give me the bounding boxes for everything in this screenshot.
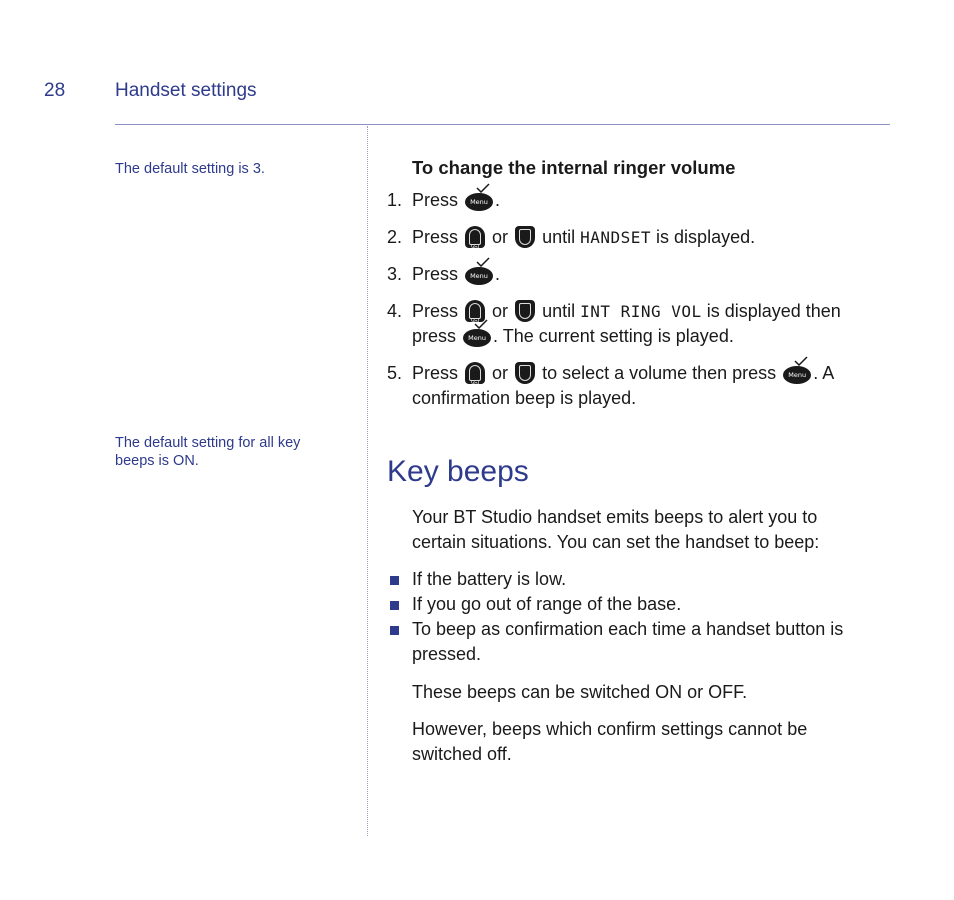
section-title: Handset settings	[115, 80, 257, 101]
step-3	[387, 262, 867, 287]
beep-conditions-list	[387, 567, 867, 667]
procedure-steps	[387, 188, 867, 411]
step-text: Press	[412, 301, 464, 321]
list-item	[387, 617, 867, 667]
step-text: Press	[412, 190, 464, 210]
page-header	[0, 80, 954, 106]
volume-down-icon	[515, 226, 535, 248]
display-text-handset: HANDSET	[580, 228, 652, 247]
bullet-square-icon	[390, 601, 399, 610]
step-number: 1.	[387, 190, 403, 210]
step-text: Press	[412, 264, 464, 284]
key-beeps-para-confirm: However, beeps which confirm settings cannot be switched off.	[412, 719, 808, 764]
step-text: Press	[412, 227, 464, 247]
bullet-square-icon	[390, 626, 399, 635]
volume-up-icon: Vol	[465, 226, 485, 248]
procedure-title: To change the internal ringer volume	[412, 157, 736, 178]
menu-button-icon: Menu	[465, 189, 493, 211]
step-text: until	[542, 301, 581, 321]
step-text: or	[492, 301, 514, 321]
step-2	[387, 225, 867, 250]
step-text: . The current setting is played.	[493, 326, 734, 346]
key-beeps-para-switch: These beeps can be switched ON or OFF.	[412, 682, 748, 702]
step-text: is displayed then press	[412, 301, 841, 346]
step-text: until	[542, 227, 581, 247]
step-1	[387, 188, 867, 213]
volume-up-icon: Vol	[465, 300, 485, 322]
step-text: .	[495, 264, 501, 284]
bullet-square-icon	[390, 576, 399, 585]
menu-button-icon: Menu	[465, 263, 493, 285]
menu-button-icon: Menu	[463, 325, 491, 347]
page-number: 28	[44, 80, 66, 101]
list-item	[387, 567, 867, 592]
step-number: 3.	[387, 264, 403, 284]
side-note-default-volume: The default setting is 3.	[115, 161, 265, 177]
step-text: or	[492, 363, 514, 383]
step-5	[387, 361, 867, 411]
step-text: is displayed.	[656, 227, 756, 247]
header-rule	[115, 124, 890, 125]
key-beeps-intro: Your BT Studio handset emits beeps to alert you to certain situations. You can set the handset to beep:	[412, 507, 820, 552]
step-text: . A confirmation beep is played.	[412, 363, 834, 408]
display-text-int-ring-vol: INT RING VOL	[580, 302, 702, 321]
menu-button-icon: Menu	[783, 362, 811, 384]
step-4	[387, 299, 867, 349]
list-item-text: If you go out of range of the base.	[412, 594, 682, 614]
step-text: .	[495, 190, 501, 210]
list-item-text: If the battery is low.	[412, 569, 567, 589]
step-number: 2.	[387, 227, 403, 247]
list-item	[387, 592, 867, 617]
procedure-section	[387, 155, 867, 423]
volume-up-icon: Vol	[465, 362, 485, 384]
list-item-text: To beep as confirmation each time a handset button is pressed.	[412, 619, 844, 664]
step-text: to select a volume then press	[542, 363, 782, 383]
volume-down-icon	[515, 362, 535, 384]
key-beeps-heading: Key beeps	[387, 455, 529, 488]
step-text: Press	[412, 363, 464, 383]
step-number: 5.	[387, 363, 403, 383]
step-number: 4.	[387, 301, 403, 321]
column-divider	[367, 126, 368, 836]
volume-down-icon	[515, 300, 535, 322]
side-note-default-beeps: The default setting for all key beeps is ON.	[115, 435, 301, 469]
step-text: or	[492, 227, 514, 247]
